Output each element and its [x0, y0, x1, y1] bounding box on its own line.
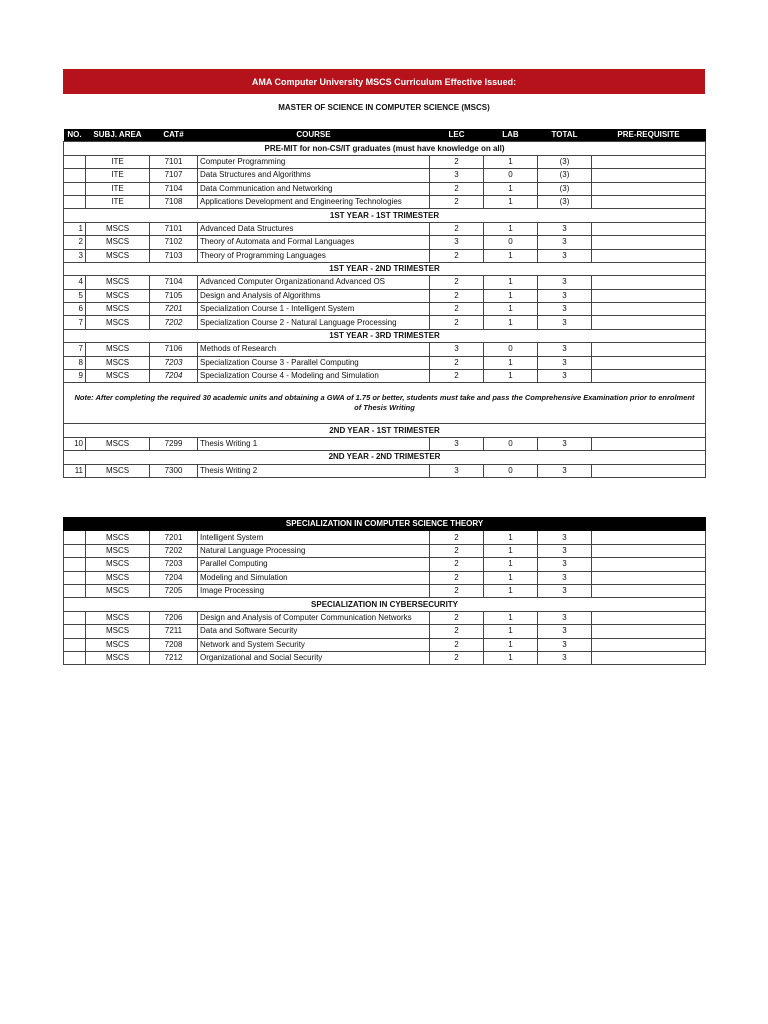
- cell-lab: 1: [484, 651, 538, 664]
- header-prerequisite: PRE-REQUISITE: [592, 129, 706, 142]
- section-title: 2ND YEAR - 1ST TRIMESTER: [64, 424, 706, 437]
- cell-no: 3: [64, 249, 86, 262]
- cell-prerequisite: [592, 464, 706, 477]
- cell-course: Specialization Course 2 - Natural Language Processing: [198, 316, 430, 329]
- cell-course: Specialization Course 3 - Parallel Computing: [198, 356, 430, 369]
- cell-lab: 0: [484, 464, 538, 477]
- cell-total: (3): [538, 169, 592, 182]
- cell-prerequisite: [592, 531, 706, 544]
- table-row: [64, 249, 706, 262]
- section-row-premit: [64, 142, 706, 155]
- cell-lec: 2: [430, 571, 484, 584]
- cell-course: Organizational and Social Security: [198, 651, 430, 664]
- section-row-y1t3: [64, 329, 706, 342]
- cell-lab: 1: [484, 182, 538, 195]
- cell-no: 11: [64, 464, 86, 477]
- cell-cat: 7204: [150, 370, 198, 383]
- cell-cat: 7104: [150, 276, 198, 289]
- cell-prerequisite: [592, 437, 706, 450]
- cell-prerequisite: [592, 316, 706, 329]
- section-title: SPECIALIZATION IN CYBERSECURITY: [64, 598, 706, 611]
- cell-prerequisite: [592, 558, 706, 571]
- cell-course: Applications Development and Engineering Technologies: [198, 195, 430, 208]
- cell-total: 3: [538, 289, 592, 302]
- cell-no: [64, 611, 86, 624]
- cell-subj-area: MSCS: [86, 356, 150, 369]
- cell-course: Theory of Programming Languages: [198, 249, 430, 262]
- cell-lec: 2: [430, 316, 484, 329]
- cell-subj-area: MSCS: [86, 236, 150, 249]
- cell-total: 3: [538, 571, 592, 584]
- cell-course: Advanced Data Structures: [198, 222, 430, 235]
- cell-lab: 1: [484, 531, 538, 544]
- cell-prerequisite: [592, 155, 706, 168]
- cell-course: Advanced Computer Organizationand Advanced OS: [198, 276, 430, 289]
- cell-subj-area: MSCS: [86, 571, 150, 584]
- cell-total: 3: [538, 343, 592, 356]
- document-banner: AMA Computer University MSCS Curriculum Effective Issued:: [63, 69, 705, 94]
- header-lab: LAB: [484, 129, 538, 142]
- section-row-y1t2: [64, 262, 706, 275]
- cell-total: 3: [538, 558, 592, 571]
- cell-subj-area: MSCS: [86, 544, 150, 557]
- cell-total: 3: [538, 437, 592, 450]
- cell-lab: 1: [484, 303, 538, 316]
- cell-course: Intelligent System: [198, 531, 430, 544]
- cell-prerequisite: [592, 236, 706, 249]
- cell-prerequisite: [592, 169, 706, 182]
- cell-prerequisite: [592, 625, 706, 638]
- cell-subj-area: MSCS: [86, 625, 150, 638]
- cell-lab: 1: [484, 195, 538, 208]
- table-row: [64, 276, 706, 289]
- cell-lec: 2: [430, 625, 484, 638]
- cell-no: [64, 651, 86, 664]
- cell-lec: 3: [430, 169, 484, 182]
- cell-lab: 0: [484, 236, 538, 249]
- cell-course: Thesis Writing 2: [198, 464, 430, 477]
- cell-total: 3: [538, 276, 592, 289]
- cell-course: Natural Language Processing: [198, 544, 430, 557]
- cell-lab: 0: [484, 169, 538, 182]
- header-lec: LEC: [430, 129, 484, 142]
- table-row: [64, 155, 706, 168]
- cell-cat: 7211: [150, 625, 198, 638]
- cell-prerequisite: [592, 651, 706, 664]
- cell-cat: 7203: [150, 356, 198, 369]
- table-row: [64, 356, 706, 369]
- cell-prerequisite: [592, 611, 706, 624]
- table-row: [64, 289, 706, 302]
- cell-lec: 2: [430, 289, 484, 302]
- table-row: [64, 638, 706, 651]
- cell-subj-area: MSCS: [86, 222, 150, 235]
- cell-total: 3: [538, 651, 592, 664]
- header-total: TOTAL: [538, 129, 592, 142]
- cell-lec: 2: [430, 182, 484, 195]
- cell-cat: 7106: [150, 343, 198, 356]
- cell-subj-area: MSCS: [86, 370, 150, 383]
- cell-subj-area: MSCS: [86, 249, 150, 262]
- cell-subj-area: MSCS: [86, 558, 150, 571]
- cell-subj-area: MSCS: [86, 437, 150, 450]
- cell-total: 3: [538, 544, 592, 557]
- table-row: [64, 343, 706, 356]
- cell-cat: 7201: [150, 531, 198, 544]
- cell-course: Modeling and Simulation: [198, 571, 430, 584]
- table-row: [64, 464, 706, 477]
- section-row-y2t2: [64, 451, 706, 464]
- table-row: [64, 558, 706, 571]
- cell-lab: 1: [484, 316, 538, 329]
- cell-cat: 7108: [150, 195, 198, 208]
- cell-no: [64, 558, 86, 571]
- cell-lec: 3: [430, 437, 484, 450]
- table-row: [64, 222, 706, 235]
- cell-lab: 1: [484, 571, 538, 584]
- section-row-y2t1: [64, 424, 706, 437]
- cell-cat: 7203: [150, 558, 198, 571]
- section-title: 2ND YEAR - 2ND TRIMESTER: [64, 451, 706, 464]
- cell-prerequisite: [592, 584, 706, 597]
- cell-lec: 2: [430, 651, 484, 664]
- cell-course: Design and Analysis of Algorithms: [198, 289, 430, 302]
- cell-no: [64, 625, 86, 638]
- cell-subj-area: MSCS: [86, 276, 150, 289]
- cell-no: [64, 531, 86, 544]
- cell-lec: 2: [430, 584, 484, 597]
- cell-cat: 7101: [150, 222, 198, 235]
- cell-prerequisite: [592, 303, 706, 316]
- cell-subj-area: MSCS: [86, 289, 150, 302]
- cell-lec: 3: [430, 343, 484, 356]
- cell-lab: 1: [484, 249, 538, 262]
- cell-total: 3: [538, 303, 592, 316]
- cell-lec: 2: [430, 558, 484, 571]
- cell-lec: 2: [430, 356, 484, 369]
- table-row: [64, 611, 706, 624]
- section-title: PRE-MIT for non-CS/IT graduates (must have knowledge on all): [64, 142, 706, 155]
- cell-course: Computer Programming: [198, 155, 430, 168]
- cell-lab: 1: [484, 625, 538, 638]
- table-row: [64, 544, 706, 557]
- section-row-spec-cyber: [64, 598, 706, 611]
- cell-subj-area: MSCS: [86, 651, 150, 664]
- cell-subj-area: ITE: [86, 195, 150, 208]
- cell-prerequisite: [592, 356, 706, 369]
- header-cat: CAT#: [150, 129, 198, 142]
- cell-prerequisite: [592, 195, 706, 208]
- cell-lec: 3: [430, 236, 484, 249]
- comprehensive-exam-note: Note: After completing the required 30 academic units and obtaining a GWA of 1.75 or better, students must take and pass the Comprehensive Examination prior to enrolment of Thesis Writing: [64, 383, 706, 424]
- cell-prerequisite: [592, 182, 706, 195]
- cell-prerequisite: [592, 289, 706, 302]
- cell-no: [64, 571, 86, 584]
- cell-course: Thesis Writing 1: [198, 437, 430, 450]
- cell-no: [64, 195, 86, 208]
- cell-cat: 7208: [150, 638, 198, 651]
- cell-subj-area: ITE: [86, 169, 150, 182]
- cell-course: Specialization Course 4 - Modeling and Simulation: [198, 370, 430, 383]
- table-row: [64, 182, 706, 195]
- cell-prerequisite: [592, 343, 706, 356]
- table-row: [64, 651, 706, 664]
- cell-prerequisite: [592, 638, 706, 651]
- cell-cat: 7299: [150, 437, 198, 450]
- cell-no: 1: [64, 222, 86, 235]
- specialization-table: [63, 517, 706, 665]
- header-no: NO.: [64, 129, 86, 142]
- cell-lab: 1: [484, 356, 538, 369]
- cell-no: [64, 169, 86, 182]
- cell-no: [64, 182, 86, 195]
- cell-lec: 2: [430, 276, 484, 289]
- cell-cat: 7205: [150, 584, 198, 597]
- cell-lab: 1: [484, 155, 538, 168]
- header-subj-area: SUBJ. AREA: [86, 129, 150, 142]
- cell-lab: 1: [484, 638, 538, 651]
- cell-total: 3: [538, 625, 592, 638]
- cell-subj-area: MSCS: [86, 584, 150, 597]
- table-header-row: [64, 129, 706, 142]
- cell-total: 3: [538, 531, 592, 544]
- cell-total: (3): [538, 155, 592, 168]
- cell-course: Data Structures and Algorithms: [198, 169, 430, 182]
- section-title: 1ST YEAR - 1ST TRIMESTER: [64, 209, 706, 222]
- section-row-spec-theory: [64, 518, 706, 531]
- cell-total: 3: [538, 316, 592, 329]
- cell-prerequisite: [592, 222, 706, 235]
- table-row: [64, 625, 706, 638]
- cell-total: 3: [538, 356, 592, 369]
- cell-total: 3: [538, 249, 592, 262]
- cell-lab: 1: [484, 611, 538, 624]
- cell-course: Data and Software Security: [198, 625, 430, 638]
- cell-lab: 1: [484, 370, 538, 383]
- cell-total: 3: [538, 611, 592, 624]
- cell-course: Theory of Automata and Formal Languages: [198, 236, 430, 249]
- table-row: [64, 531, 706, 544]
- cell-no: [64, 155, 86, 168]
- cell-subj-area: MSCS: [86, 531, 150, 544]
- cell-cat: 7202: [150, 544, 198, 557]
- cell-subj-area: MSCS: [86, 464, 150, 477]
- cell-no: [64, 544, 86, 557]
- cell-lec: 2: [430, 195, 484, 208]
- cell-total: 3: [538, 236, 592, 249]
- cell-cat: 7107: [150, 169, 198, 182]
- cell-lab: 1: [484, 544, 538, 557]
- section-title: 1ST YEAR - 3RD TRIMESTER: [64, 329, 706, 342]
- cell-lab: 1: [484, 289, 538, 302]
- cell-no: 5: [64, 289, 86, 302]
- cell-total: 3: [538, 464, 592, 477]
- cell-cat: 7103: [150, 249, 198, 262]
- cell-prerequisite: [592, 249, 706, 262]
- table-row: [64, 571, 706, 584]
- note-row: [64, 383, 706, 424]
- cell-lec: 3: [430, 464, 484, 477]
- cell-no: 7: [64, 343, 86, 356]
- cell-no: 4: [64, 276, 86, 289]
- cell-lec: 2: [430, 544, 484, 557]
- cell-no: 7: [64, 316, 86, 329]
- table-row: [64, 584, 706, 597]
- cell-lab: 1: [484, 222, 538, 235]
- cell-course: Specialization Course 1 - Intelligent System: [198, 303, 430, 316]
- cell-subj-area: ITE: [86, 182, 150, 195]
- cell-cat: 7101: [150, 155, 198, 168]
- cell-lec: 2: [430, 638, 484, 651]
- cell-course: Data Communication and Networking: [198, 182, 430, 195]
- cell-lec: 2: [430, 249, 484, 262]
- header-course: COURSE: [198, 129, 430, 142]
- cell-subj-area: MSCS: [86, 303, 150, 316]
- cell-cat: 7212: [150, 651, 198, 664]
- table-row: [64, 316, 706, 329]
- cell-lec: 2: [430, 303, 484, 316]
- cell-course: Design and Analysis of Computer Communication Networks: [198, 611, 430, 624]
- cell-lab: 1: [484, 584, 538, 597]
- section-title: 1ST YEAR - 2ND TRIMESTER: [64, 262, 706, 275]
- cell-no: 6: [64, 303, 86, 316]
- table-row: [64, 303, 706, 316]
- cell-cat: 7300: [150, 464, 198, 477]
- cell-course: Network and System Security: [198, 638, 430, 651]
- section-title: SPECIALIZATION IN COMPUTER SCIENCE THEORY: [64, 518, 706, 531]
- cell-lec: 2: [430, 155, 484, 168]
- cell-course: Parallel Computing: [198, 558, 430, 571]
- cell-total: (3): [538, 182, 592, 195]
- cell-lec: 2: [430, 611, 484, 624]
- cell-lec: 2: [430, 370, 484, 383]
- cell-no: 2: [64, 236, 86, 249]
- cell-course: Methods of Research: [198, 343, 430, 356]
- cell-cat: 7104: [150, 182, 198, 195]
- section-row-y1t1: [64, 209, 706, 222]
- cell-subj-area: MSCS: [86, 343, 150, 356]
- cell-cat: 7105: [150, 289, 198, 302]
- cell-lab: 0: [484, 343, 538, 356]
- table-row: [64, 437, 706, 450]
- cell-prerequisite: [592, 370, 706, 383]
- cell-total: (3): [538, 195, 592, 208]
- cell-prerequisite: [592, 571, 706, 584]
- cell-no: 9: [64, 370, 86, 383]
- table-row: [64, 236, 706, 249]
- cell-cat: 7206: [150, 611, 198, 624]
- cell-total: 3: [538, 638, 592, 651]
- cell-course: Image Processing: [198, 584, 430, 597]
- cell-cat: 7201: [150, 303, 198, 316]
- cell-total: 3: [538, 370, 592, 383]
- cell-cat: 7204: [150, 571, 198, 584]
- cell-lab: 1: [484, 558, 538, 571]
- cell-total: 3: [538, 584, 592, 597]
- cell-total: 3: [538, 222, 592, 235]
- cell-subj-area: MSCS: [86, 316, 150, 329]
- cell-subj-area: MSCS: [86, 638, 150, 651]
- table-row: [64, 169, 706, 182]
- curriculum-table: [63, 129, 706, 478]
- program-title: MASTER OF SCIENCE IN COMPUTER SCIENCE (MSCS): [278, 103, 490, 112]
- cell-cat: 7202: [150, 316, 198, 329]
- table-row: [64, 195, 706, 208]
- cell-lab: 1: [484, 276, 538, 289]
- table-row: [64, 370, 706, 383]
- cell-no: [64, 638, 86, 651]
- cell-subj-area: ITE: [86, 155, 150, 168]
- cell-lab: 0: [484, 437, 538, 450]
- cell-lec: 2: [430, 531, 484, 544]
- cell-prerequisite: [592, 276, 706, 289]
- cell-lec: 2: [430, 222, 484, 235]
- cell-no: 8: [64, 356, 86, 369]
- cell-no: [64, 584, 86, 597]
- cell-cat: 7102: [150, 236, 198, 249]
- cell-subj-area: MSCS: [86, 611, 150, 624]
- cell-prerequisite: [592, 544, 706, 557]
- cell-no: 10: [64, 437, 86, 450]
